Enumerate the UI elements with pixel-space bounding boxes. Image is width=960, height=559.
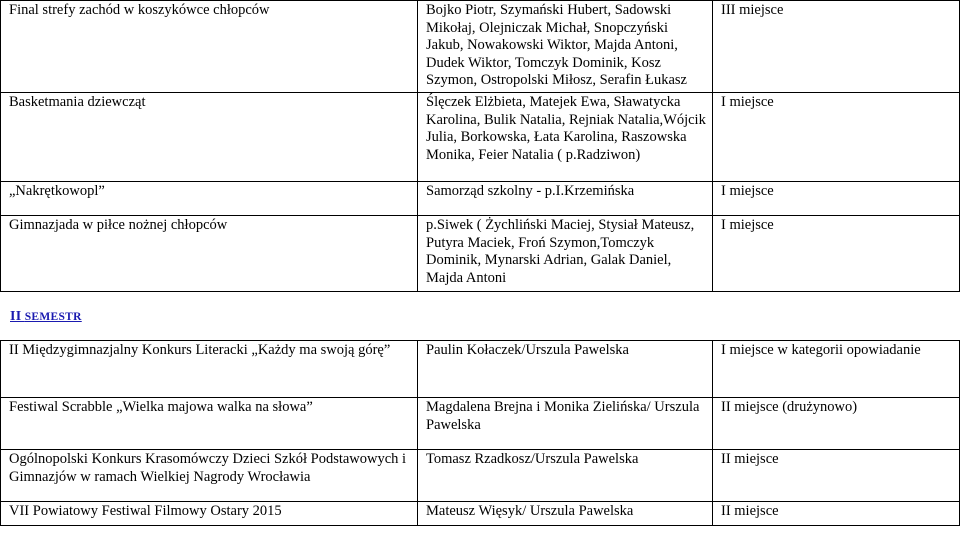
table-row <box>1 93 960 182</box>
result-cell: II miejsce <box>713 502 960 526</box>
result-cell: I miejsce <box>713 93 960 182</box>
participants-cell: Ślęczek Elżbieta, Matejek Ewa, Sławatycka Karolina, Bulik Natalia, Rejniak Natalia,Wójcik Julia, Borkowska, Łata Karolina, Raszowska Monika, Feier Natalia ( p.Radziwon) <box>418 93 713 182</box>
event-cell: „Nakrętkowopl” <box>1 182 418 216</box>
results-table-semester-2 <box>0 340 960 526</box>
semester-label: SEMESTR <box>24 311 82 323</box>
table-row <box>1 398 960 450</box>
table-row <box>1 182 960 216</box>
table-row <box>1 1 960 93</box>
event-cell: Festiwal Scrabble „Wielka majowa walka na słowa” <box>1 398 418 450</box>
participants-cell: Mateusz Więsyk/ Urszula Pawelska <box>418 502 713 526</box>
event-cell: II Międzygimnazjalny Konkurs Literacki „Każdy ma swoją górę” <box>1 341 418 398</box>
participants-cell: Samorząd szkolny - p.I.Krzemińska <box>418 182 713 216</box>
event-cell: VII Powiatowy Festiwal Filmowy Ostary 2015 <box>1 502 418 526</box>
participants-cell: Magdalena Brejna i Monika Zielińska/ Urszula Pawelska <box>418 398 713 450</box>
semester-heading <box>10 308 82 327</box>
table-row <box>1 216 960 292</box>
result-cell: III miejsce <box>713 1 960 93</box>
participants-cell: Tomasz Rzadkosz/Urszula Pawelska <box>418 450 713 502</box>
event-cell: Gimnazjada w piłce nożnej chłopców <box>1 216 418 292</box>
event-cell: Basketmania dziewcząt <box>1 93 418 182</box>
participants-cell: Bojko Piotr, Szymański Hubert, Sadowski Mikołaj, Olejniczak Michał, Snopczyński Jakub, Nowakowski Wiktor, Majda Antoni, Dudek Wiktor, Tomczyk Dominik, Kosz Szymon, Ostropolski Miłosz, Serafin Łukasz <box>418 1 713 93</box>
result-cell: I miejsce <box>713 216 960 292</box>
result-cell: II miejsce (drużynowo) <box>713 398 960 450</box>
table-row <box>1 502 960 526</box>
event-cell: Final strefy zachód w koszykówce chłopców <box>1 1 418 93</box>
result-cell: I miejsce <box>713 182 960 216</box>
event-cell: Ogólnopolski Konkurs Krasomówczy Dzieci Szkół Podstawowych i Gimnazjów w ramach Wielkiej Nagrody Wrocławia <box>1 450 418 502</box>
table-row <box>1 450 960 502</box>
semester-number: II <box>10 309 22 324</box>
participants-cell: p.Siwek ( Żychliński Maciej, Stysiał Mateusz, Putyra Maciek, Froń Szymon,Tomczyk Dominik, Mynarski Adrian, Galak Daniel, Majda Antoni <box>418 216 713 292</box>
result-cell: I miejsce w kategorii opowiadanie <box>713 341 960 398</box>
table-row <box>1 341 960 398</box>
result-cell: II miejsce <box>713 450 960 502</box>
participants-cell: Paulin Kołaczek/Urszula Pawelska <box>418 341 713 398</box>
